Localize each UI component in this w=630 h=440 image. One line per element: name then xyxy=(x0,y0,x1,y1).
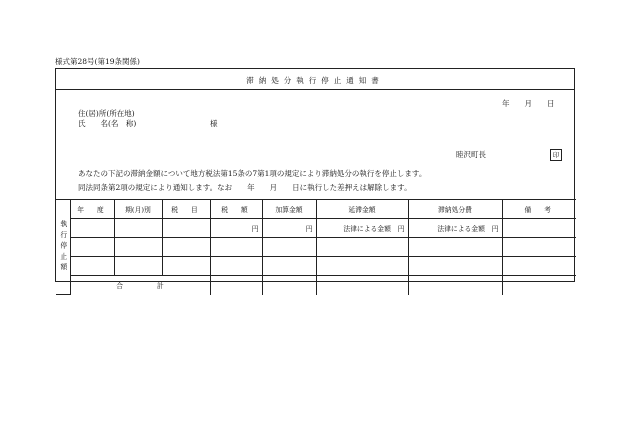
header-cell: 期(月)別 xyxy=(114,200,162,219)
title-row xyxy=(56,69,574,90)
table-cell: 法律による金額 円 xyxy=(408,219,502,238)
table-cell xyxy=(162,219,210,238)
table-cell: 円 xyxy=(210,219,262,238)
table-cell: 円 xyxy=(262,219,316,238)
header-cell: 税 額 xyxy=(210,200,262,219)
header-cell: 滞納処分費 xyxy=(408,200,502,219)
name-label: 氏 名(名 称) xyxy=(78,119,137,128)
table-total-row xyxy=(56,276,576,295)
total-label: 合 計 xyxy=(70,276,210,295)
table-cell: 法律による金額 円 xyxy=(316,219,408,238)
header-cell: 備 考 xyxy=(502,200,576,219)
table-row xyxy=(56,257,576,276)
body-line-1: あなたの下記の滞納金額について地方税法第15条の7第1項の規定により滞納処分の執行を停止します。 xyxy=(78,169,427,178)
body-line-2: 同法同条第2項の規定により通知します。なお 年 月 日に執行した差押えは解除します。 xyxy=(78,183,412,192)
header-cell: 年 度 xyxy=(70,200,114,219)
date-line: 年 月 日 xyxy=(502,99,555,108)
form-title: 滞納処分執行停止通知書 xyxy=(246,76,384,85)
header-cell: 加算金額 xyxy=(262,200,316,219)
notice-form xyxy=(55,68,575,291)
table-cell xyxy=(70,219,114,238)
header-cell: 延滞金額 xyxy=(316,200,408,219)
table-header-row xyxy=(56,200,576,219)
amount-table xyxy=(56,199,576,295)
honorific: 様 xyxy=(210,119,218,128)
table-row xyxy=(56,238,576,257)
issuer-name: 睦沢町長 xyxy=(456,150,486,159)
table-cell xyxy=(502,219,576,238)
table-cell xyxy=(114,219,162,238)
form-number-label: 様式第28号(第19条関係) xyxy=(55,57,140,66)
seal-box: 印 xyxy=(550,149,562,161)
table-row xyxy=(56,219,576,238)
header-cell: 税 目 xyxy=(162,200,210,219)
address-label: 住(居)所(所在地) xyxy=(78,109,135,118)
side-label: 執行停止額 xyxy=(56,200,70,295)
